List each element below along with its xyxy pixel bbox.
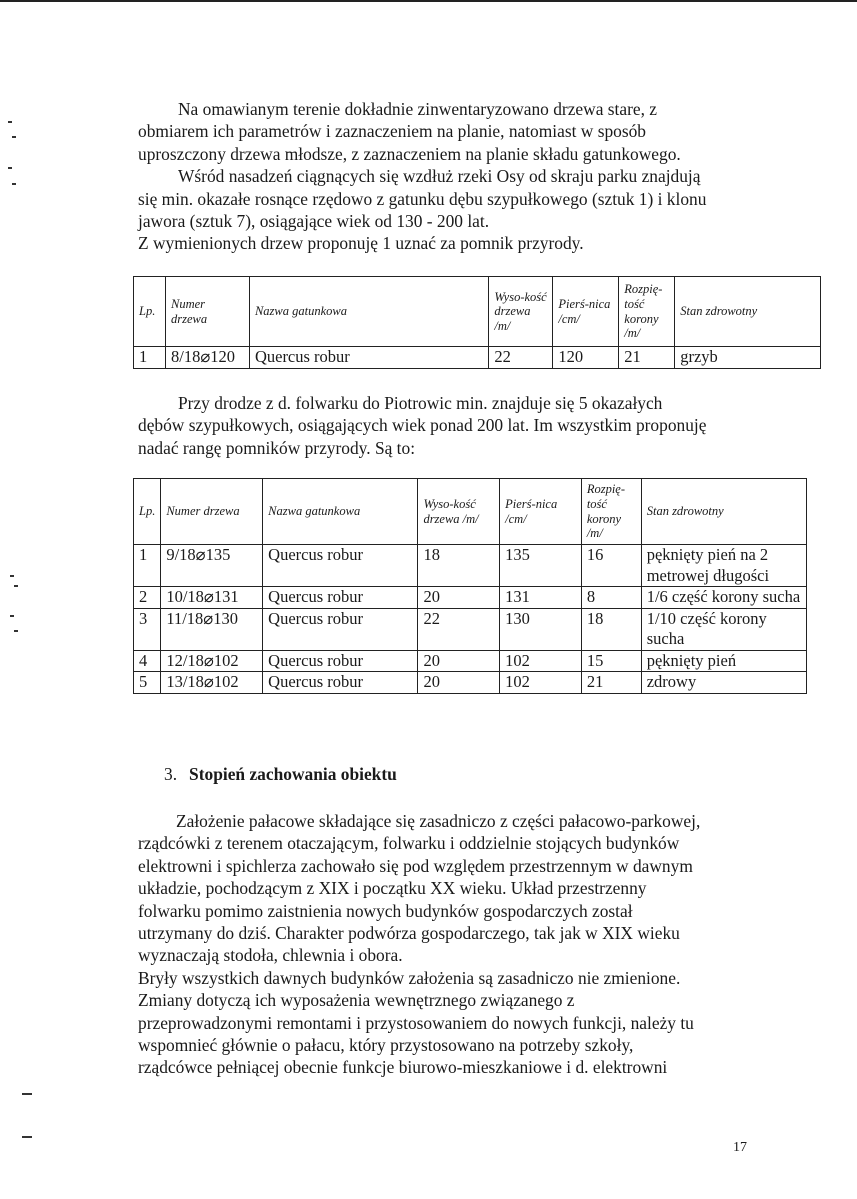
text-line: dębów szypułkowych, osiągających wiek ponad 200 lat. Im wszystkim proponuję: [138, 415, 707, 436]
intro-paragraph: [138, 98, 778, 255]
scan-mark: [12, 136, 16, 138]
text-line: utrzymany do dziś. Charakter podwórza gospodarczego, tak jak w XIX wieku: [138, 922, 680, 943]
section-heading: [164, 764, 397, 785]
tree-table-1: [133, 276, 821, 369]
table-cell: 135: [500, 545, 582, 587]
table-cell: zdrowy: [641, 672, 806, 694]
tree-table-2: [133, 478, 807, 694]
table-cell: 13/18⌀102: [161, 672, 263, 694]
table-cell: 18: [581, 608, 641, 650]
text-line: Przy drodze z d. folwarku do Piotrowic min. znajduje się 5 okazałych: [178, 393, 663, 413]
body-paragraph: [138, 810, 778, 1079]
middle-paragraph: [138, 392, 778, 459]
table-cell: 4: [134, 650, 161, 672]
table-cell: 8/18⌀120: [165, 347, 249, 369]
table-cell: grzyb: [675, 347, 821, 369]
table-cell: 18: [418, 545, 500, 587]
table-cell: 20: [418, 672, 500, 694]
scan-top-edge: [0, 0, 857, 2]
col-header: Stan zdrowotny: [675, 277, 821, 347]
text-line: się min. okazałe rosnące rzędowo z gatunku dębu szypułkowego (sztuk 1) i klonu: [138, 188, 707, 209]
table-cell: Quercus robur: [263, 545, 418, 587]
table-row: [134, 608, 807, 650]
section-number: 3.: [164, 764, 178, 784]
table-cell: pęknięty pień: [641, 650, 806, 672]
table-header-row: [134, 479, 807, 545]
table-cell: 1/6 część korony sucha: [641, 587, 806, 609]
scan-mark: [14, 585, 18, 587]
table-cell: 10/18⌀131: [161, 587, 263, 609]
scan-mark: [12, 183, 16, 185]
text-line: wyznaczają stodoła, chlewnia i obora.: [138, 945, 403, 966]
table-cell: 1: [134, 347, 166, 369]
table-cell: 22: [489, 347, 553, 369]
table-cell: Quercus robur: [263, 650, 418, 672]
col-header: Stan zdrowotny: [641, 479, 806, 545]
table-header-row: [134, 277, 821, 347]
table-cell: 21: [619, 347, 675, 369]
col-header: Rozpię-tość korony /m/: [581, 479, 641, 545]
table-cell: 21: [581, 672, 641, 694]
table-cell: pęknięty pień na 2 metrowej długości: [641, 545, 806, 587]
scan-mark: [14, 630, 18, 632]
table-cell: 22: [418, 608, 500, 650]
table-cell: 1: [134, 545, 161, 587]
col-header: Pierś-nica /cm/: [553, 277, 619, 347]
table-row: [134, 650, 807, 672]
scan-mark: [10, 615, 14, 617]
text-line: wspomnieć głównie o pałacu, który przystosowano na potrzeby szkoły,: [138, 1034, 634, 1055]
section-title: Stopień zachowania obiektu: [189, 764, 397, 784]
text-line: Założenie pałacowe składające się zasadniczo z części pałacowo-parkowej,: [176, 811, 701, 831]
text-line: przeprowadzonymi remontami i przystosowaniem do nowych funkcji, należy tu: [138, 1012, 694, 1033]
table-row: [134, 672, 807, 694]
table-cell: 8: [581, 587, 641, 609]
col-header: Nazwa gatunkowa: [249, 277, 488, 347]
text-line: Wśród nasadzeń ciągnących się wzdłuż rzeki Osy od skraju parku znajdują: [178, 166, 701, 187]
table-cell: 102: [500, 650, 582, 672]
text-line: układzie, pochodzącym z XIX i początku XX wieku. Układ przestrzenny: [138, 878, 647, 899]
text-line: rządcówki z terenem otaczającym, folwarku i oddzielnie stojących budynków: [138, 833, 680, 854]
col-header: Pierś-nica /cm/: [500, 479, 582, 545]
table-cell: 120: [553, 347, 619, 369]
scan-mark: [8, 121, 12, 123]
text-line: nadać rangę pomników przyrody. Są to:: [138, 437, 416, 458]
scan-mark: [22, 1093, 32, 1095]
table-cell: Quercus robur: [263, 608, 418, 650]
table-cell: 130: [500, 608, 582, 650]
table-cell: 5: [134, 672, 161, 694]
col-header: Nazwa gatunkowa: [263, 479, 418, 545]
table-cell: 1/10 część korony sucha: [641, 608, 806, 650]
scan-mark: [8, 167, 12, 169]
col-header: Wyso-kość drzewa /m/: [418, 479, 500, 545]
text-line: jawora (sztuk 7), osiągające wiek od 130 - 200 lat.: [138, 210, 490, 231]
col-header: Lp.: [134, 277, 166, 347]
text-line: Z wymienionych drzew proponuję 1 uznać za pomnik przyrody.: [138, 233, 584, 254]
table-cell: 15: [581, 650, 641, 672]
scan-mark: [10, 575, 14, 577]
table-cell: 102: [500, 672, 582, 694]
text-line: elektrowni i spichlerza zachowało się pod względem przestrzennym w dawnym: [138, 855, 693, 876]
page-number: 17: [733, 1140, 747, 1155]
text-line: folwarku pomimo zaistnienia nowych budynków gospodarczych został: [138, 900, 633, 921]
text-line: Zmiany dotyczą ich wyposażenia wewnętrznego związanego z: [138, 990, 575, 1011]
table-cell: Quercus robur: [263, 672, 418, 694]
table-cell: 3: [134, 608, 161, 650]
table-cell: 131: [500, 587, 582, 609]
col-header: Numer drzewa: [161, 479, 263, 545]
scan-mark: [22, 1136, 32, 1138]
table-cell: 11/18⌀130: [161, 608, 263, 650]
table-cell: 20: [418, 587, 500, 609]
table-row: [134, 587, 807, 609]
table-cell: Quercus robur: [263, 587, 418, 609]
table-cell: 9/18⌀135: [161, 545, 263, 587]
text-line: rządcówce pełniącej obecnie funkcje biurowo-mieszkaniowe i d. elektrowni: [138, 1057, 668, 1078]
table-row: [134, 347, 821, 369]
table-cell: 2: [134, 587, 161, 609]
text-line: uproszczony drzewa młodsze, z zaznaczeniem na planie składu gatunkowego.: [138, 143, 681, 164]
col-header: Wyso-kość drzewa /m/: [489, 277, 553, 347]
text-line: obmiarem ich parametrów i zaznaczeniem na planie, natomiast w sposób: [138, 121, 647, 142]
table-cell: 12/18⌀102: [161, 650, 263, 672]
table-cell: 20: [418, 650, 500, 672]
table-cell: 16: [581, 545, 641, 587]
text-line: Na omawianym terenie dokładnie zinwentaryzowano drzewa stare, z: [178, 99, 657, 119]
col-header: Numer drzewa: [165, 277, 249, 347]
table-cell: Quercus robur: [249, 347, 488, 369]
text-line: Bryły wszystkich dawnych budynków założenia są zasadniczo nie zmienione.: [138, 967, 681, 988]
table-row: [134, 545, 807, 587]
col-header: Rozpię-tość korony /m/: [619, 277, 675, 347]
col-header: Lp.: [134, 479, 161, 545]
